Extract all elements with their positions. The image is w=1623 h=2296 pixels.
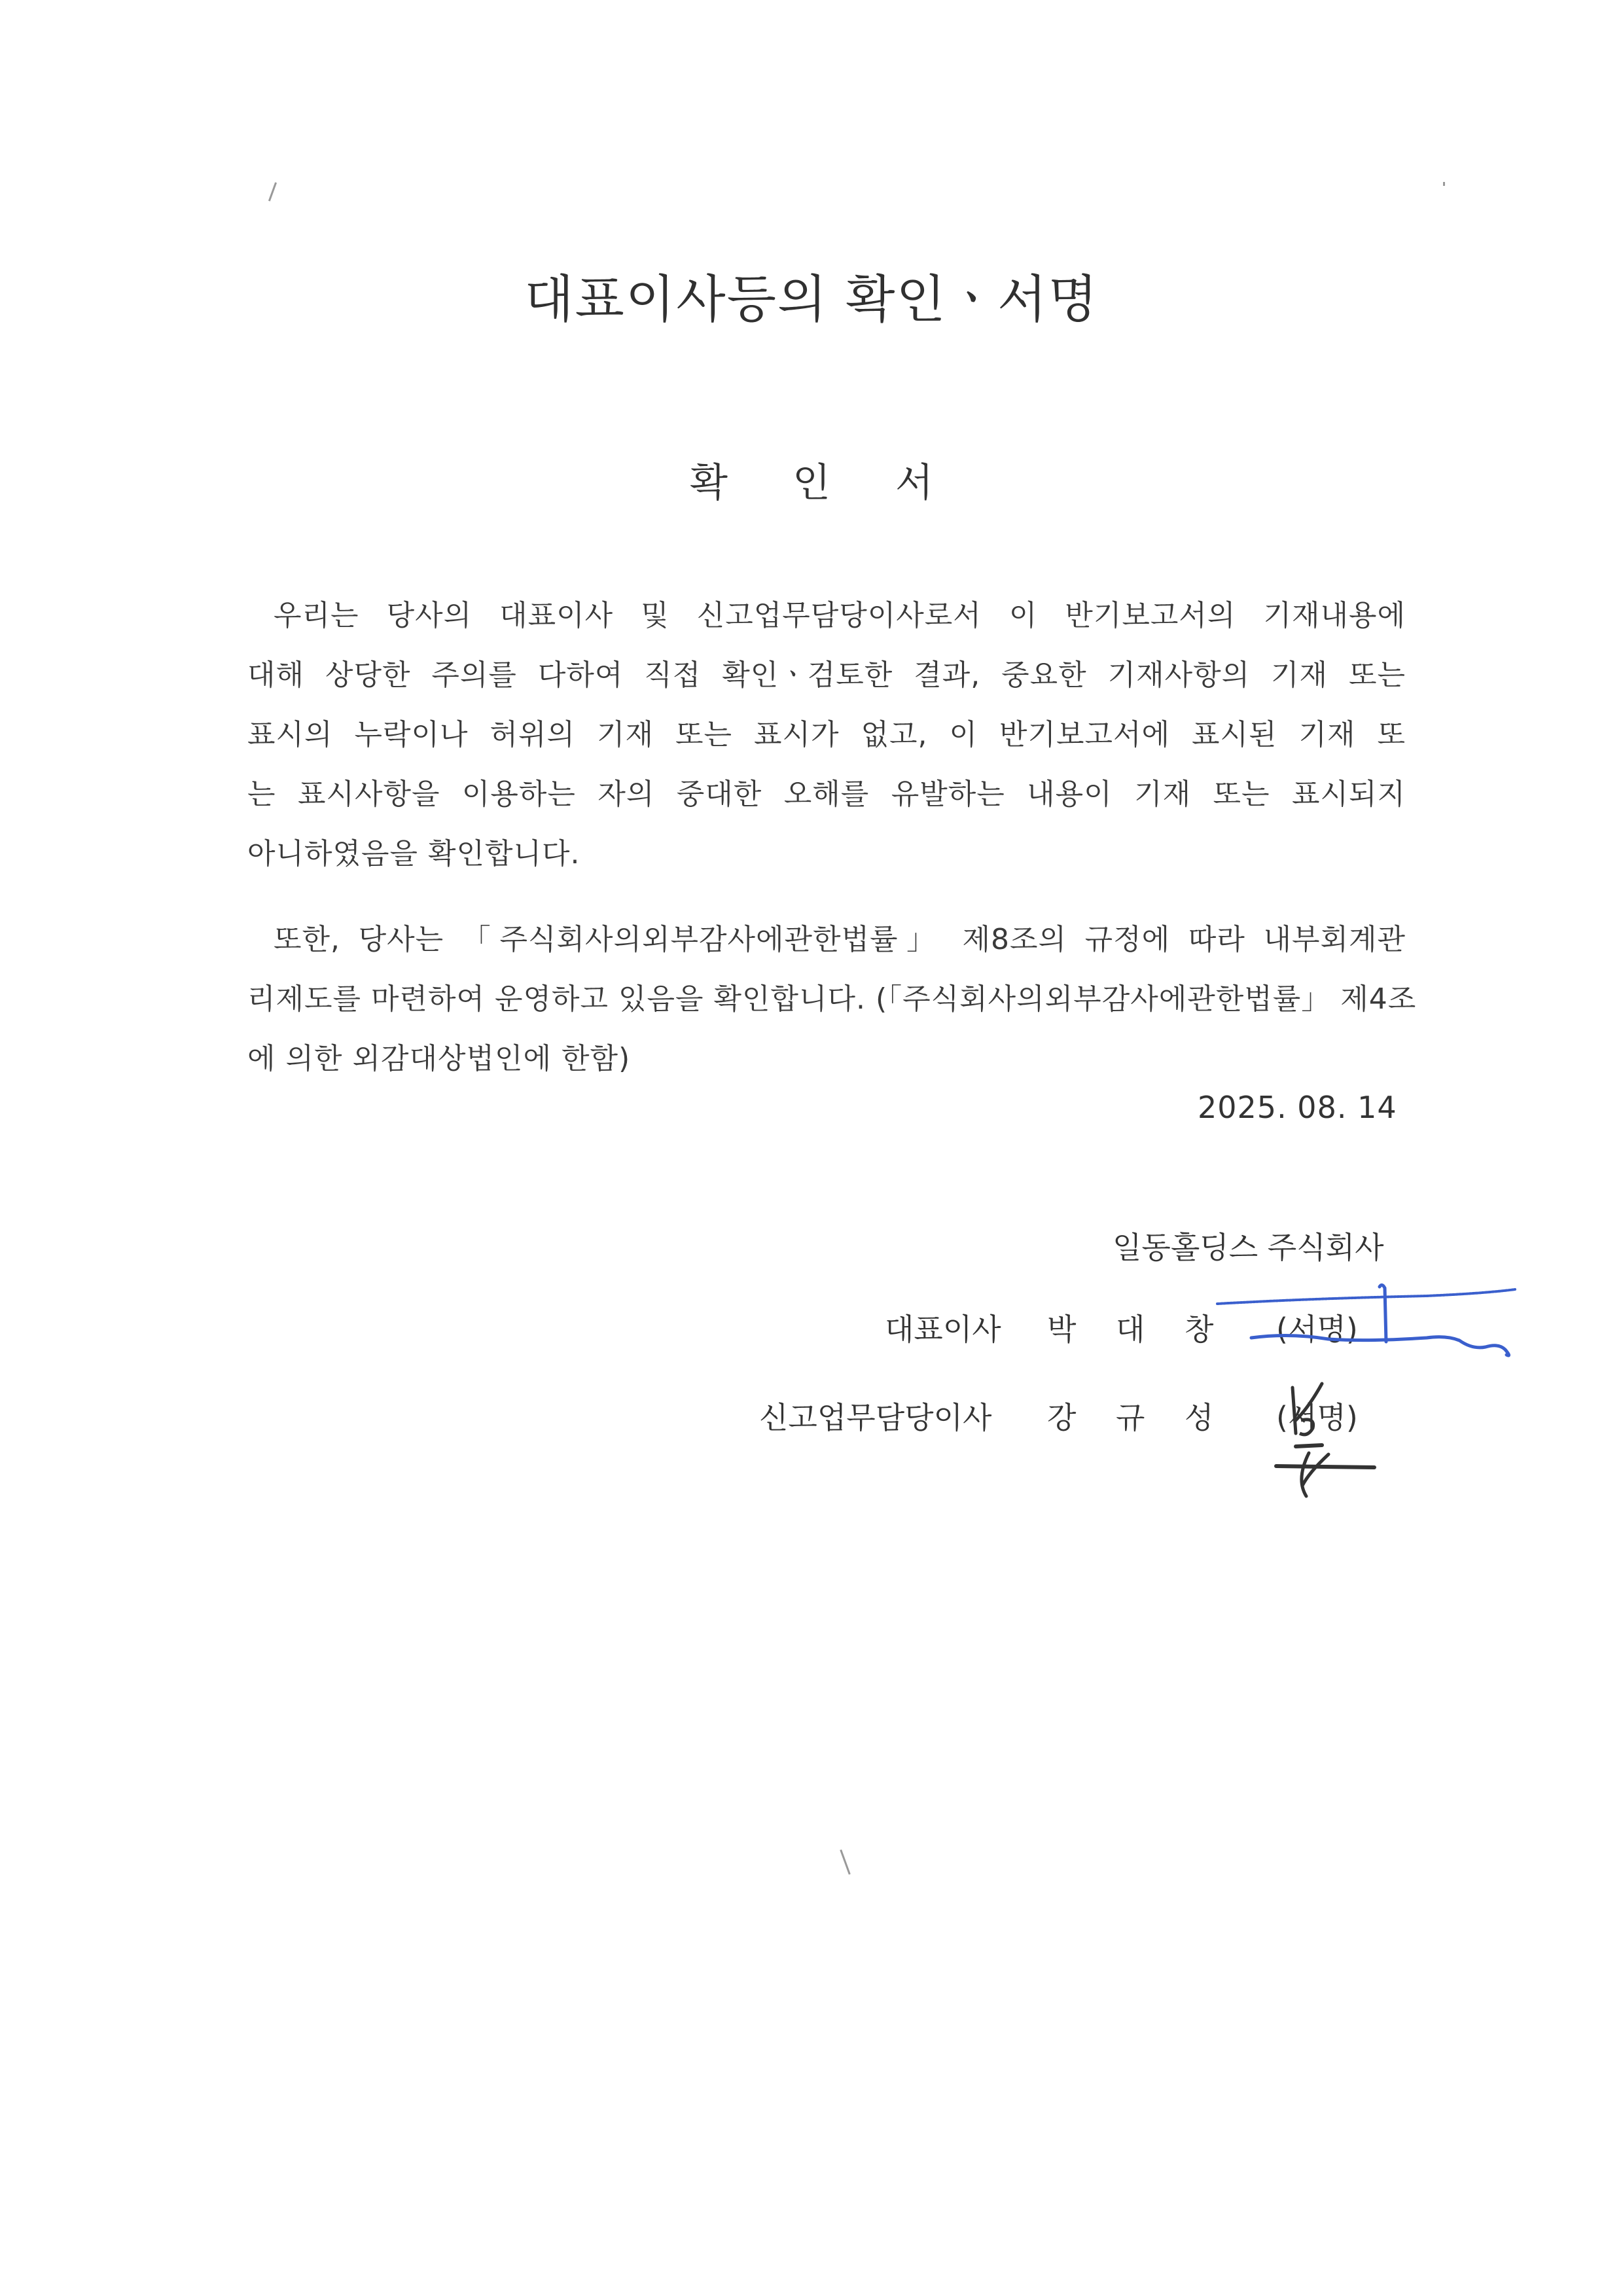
paragraph-line: 에 의한 외감대상법인에 한함) xyxy=(247,1042,631,1075)
ceo-signature-icon xyxy=(1211,1270,1525,1361)
paragraph-line: 아니하였음을 확인합니다. xyxy=(247,837,580,870)
paragraph-line: 리제도를 마련하여 운영하고 있음을 확인합니다. (「주식회사의외부감사에관한법률」 제4조 xyxy=(247,982,1417,1016)
director-signature-icon xyxy=(1270,1381,1466,1505)
sign-label: (서명) xyxy=(1276,1312,1358,1347)
signatory-role: 대표이사 xyxy=(885,1312,1001,1347)
signatory-name-char: 강 xyxy=(1047,1400,1077,1435)
signatory-name-char: 성 xyxy=(1185,1400,1214,1435)
paragraph-line: 우리는 당사의 대표이사 및 신고업무담당이사로서 이 반기보고서의 기재내용에 xyxy=(274,599,1406,632)
document-date: 2025. 08. 14 xyxy=(1198,1090,1397,1125)
signatory-name-char: 규 xyxy=(1116,1400,1145,1435)
document-subtitle: 확 인 서 xyxy=(689,460,934,506)
document-title: 대표이사등의 확인ㆍ서명 xyxy=(524,270,1099,329)
sign-label: (서명) xyxy=(1276,1400,1358,1435)
paragraph-line: 는 표시사항을 이용하는 자의 중대한 오해를 유발하는 내용이 기재 또는 표시되지 xyxy=(247,778,1406,811)
paragraph-line: 또한, 당사는 「주식회사의외부감사에관한법률」 제8조의 규정에 따라 내부회계관 xyxy=(274,923,1406,956)
paragraph-line: 대해 상당한 주의를 다하여 직접 확인ㆍ검토한 결과, 중요한 기재사항의 기재 또는 xyxy=(247,658,1406,692)
scan-mark xyxy=(840,1850,851,1875)
company-name: 일동홀딩스 주식회사 xyxy=(1113,1230,1384,1265)
internal-control-paragraph xyxy=(247,910,1417,1088)
signatory-name-char: 박 xyxy=(1047,1312,1077,1347)
confirmation-paragraph xyxy=(247,586,1406,884)
signatory-name-char: 창 xyxy=(1185,1312,1214,1347)
paragraph-line: 표시의 누락이나 허위의 기재 또는 표시가 없고, 이 반기보고서에 표시된 기재 또 xyxy=(247,718,1406,751)
scan-mark xyxy=(1443,182,1445,186)
scan-mark xyxy=(268,182,277,201)
signatory-name-char: 대 xyxy=(1116,1312,1145,1347)
signatory-role: 신고업무담당이사 xyxy=(759,1400,992,1435)
